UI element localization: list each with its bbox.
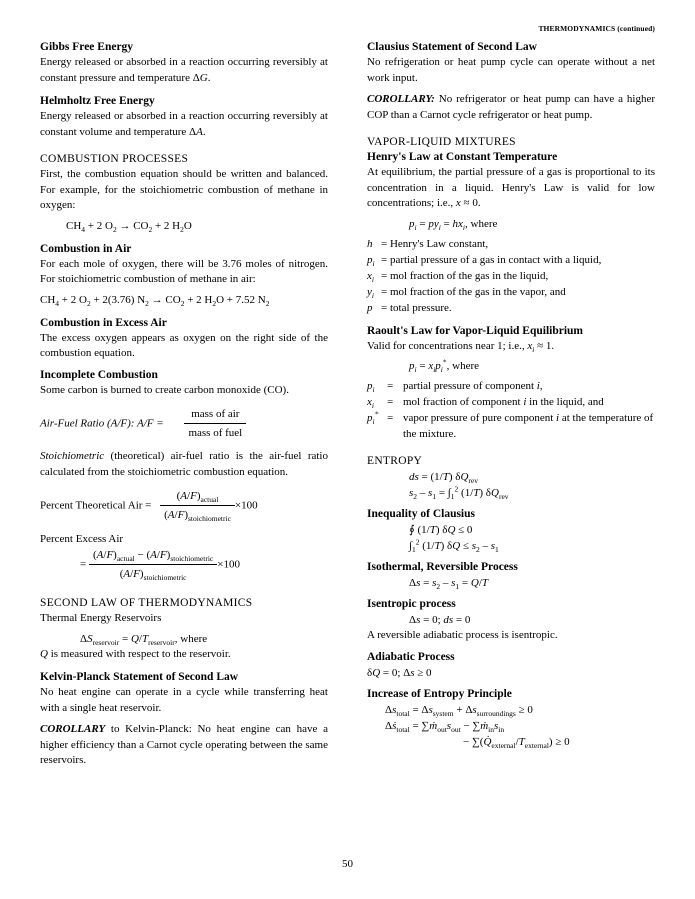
isentropic-heading: Isentropic process xyxy=(367,598,456,610)
gibbs-heading: Gibbs Free Energy xyxy=(40,41,134,53)
def-row: $x_i$ = mol fraction of the gas in the liquid, xyxy=(367,269,549,284)
isentropic-text: A reversible adiabatic process is isentropic. xyxy=(367,629,558,641)
def-row: $x_i$ = mol fraction of component i in the liquid, and xyxy=(367,396,604,411)
left-column xyxy=(40,40,328,769)
isothermal-heading: Isothermal, Reversible Process xyxy=(367,561,518,573)
def-row: $y_i$ = mol fraction of the gas in the vapor, and xyxy=(367,285,566,300)
pta-label: Percent Theoretical Air = xyxy=(40,499,152,512)
adiabatic-heading: Adiabatic Process xyxy=(367,650,455,663)
increase-eq-1: $\Delta s_{total} = \Delta s_{system} + \Delta s_{surroundings} \ge 0$ xyxy=(385,703,533,718)
combustion-air-heading: Combustion in Air xyxy=(40,242,132,255)
henry-definitions xyxy=(367,236,655,316)
afr-numerator: mass of air xyxy=(184,406,246,424)
combustion-text: First, the combustion equation should be written and balanced. For example, for the stoichiometric combustion of methane in oxygen: xyxy=(40,168,328,211)
percent-theoretical-air-equation: Percent Theoretical Air = $\frac{(A/F)_{actual}}{(A/F)_{stoichiometric}}$ ×100 xyxy=(40,490,258,524)
increase-heading: Increase of Entropy Principle xyxy=(367,687,512,700)
helmholtz-text: Energy released or absorbed in a reaction occurring reversibly at constant volume and temperature ΔA. xyxy=(40,110,328,138)
combustion-air-text: For each mole of oxygen, there will be 3.76 moles of nitrogen. For stoichiometric combustion of methane in air: xyxy=(40,257,328,285)
inequality-eq-2: $\int_1^2$ (1/T) $\delta Q \le s_2 - s_1$ xyxy=(409,537,499,555)
second-law-heading: SECOND LAW OF THERMODYNAMICS xyxy=(40,597,253,609)
increase-eq-3: − $\sum(Q̇_{external}/T_{external}) \ge 0$ xyxy=(463,735,570,750)
inequality-eq-1: ∮ (1/T) δQ ≤ 0 xyxy=(409,524,473,536)
excess-air-heading: Combustion in Excess Air xyxy=(40,316,167,329)
combustion-equation: $CH_4 + 2$ $O_2 \to CO_2 + 2$ $H_2O$ xyxy=(66,219,192,234)
reservoir-heading: Thermal Energy Reservoirs xyxy=(40,612,162,624)
helmholtz-heading: Helmholtz Free Energy xyxy=(40,95,155,107)
kelvin-planck-text: No heat engine can operate in a cycle while transferring heat with a single heat reservoir. xyxy=(40,686,328,714)
entropy-eq-1: ds = (1/T) $\delta Q_{rev}$ xyxy=(409,471,478,486)
raoult-definitions xyxy=(367,378,655,442)
def-row: $p_i$ = partial pressure of component i, xyxy=(367,380,543,395)
afr-denominator: mass of fuel xyxy=(188,427,243,439)
percent-excess-air-equation: = $\frac{(A/F)_{actual} - (A/F)_{stoichiometric}}{(A/F)_{stoichiometric}}$ ×100 xyxy=(80,549,240,583)
reservoir-text: Q is measured with respect to the reservoir. xyxy=(40,647,231,660)
clausius-inequality-heading: Inequality of Clausius xyxy=(367,508,476,520)
henry-text: At equilibrium, the partial pressure of a gas is proportional to its concentration in a liquid. Henry's Law is valid for low concentrations; i.e., x ≈ 0. xyxy=(367,166,655,209)
clausius-text: No refrigeration or heat pump cycle can operate without a net work input. xyxy=(367,56,655,84)
incomplete-text: Some carbon is burned to create carbon monoxide (CO). xyxy=(40,383,289,396)
reservoir-equation: $\Delta S_{reservoir} = Q/T_{reservoir}$, where xyxy=(80,632,208,647)
air-fuel-ratio-equation xyxy=(40,406,328,441)
def-row: h = Henry's Law constant, xyxy=(367,237,489,250)
entropy-eq-2: $s_2 - s_1 = \int_1^2$ (1/T) $\delta Q_{rev}$ xyxy=(409,484,509,502)
combustion-heading: COMBUSTION PROCESSES xyxy=(40,153,189,165)
combustion-air-equation: $CH_4 + 2$ $O_2 + 2(3.76) N_2 \to CO_2 + 2$ $H_2O + 7.52$ $N_2$ xyxy=(40,293,270,308)
isentropic-eq: Δs = 0; ds = 0 xyxy=(409,614,471,626)
vle-heading: VAPOR-LIQUID MIXTURES xyxy=(367,136,516,148)
def-row: $p_i$ = partial pressure of a gas in contact with a liquid, xyxy=(367,253,602,268)
raoult-text: Valid for concentrations near 1; i.e., $x_i \approx 1$. xyxy=(367,339,555,354)
incomplete-heading: Incomplete Combustion xyxy=(40,368,158,381)
henry-equation: $p_i = py_i = hx_i$, where xyxy=(409,217,498,232)
entropy-heading: ENTROPY xyxy=(367,455,423,467)
def-row: $p_i^*$ = vapor pressure of pure component i at the temperature of the mixture. xyxy=(367,409,654,440)
clausius-heading: Clausius Statement of Second Law xyxy=(367,41,537,53)
kelvin-planck-corollary: COROLLARY to Kelvin-Planck: No heat engine can have a higher efficiency than a Carnot cycle operating between the same reservoirs. xyxy=(40,723,328,766)
raoult-heading: Raoult's Law for Vapor-Liquid Equilibrium xyxy=(367,324,584,337)
kelvin-planck-heading: Kelvin-Planck Statement of Second Law xyxy=(40,671,239,683)
pea-label: Percent Excess Air xyxy=(40,533,124,545)
right-column xyxy=(367,40,655,750)
isothermal-eq: $\Delta s = s_2 - s_1 = Q/T$ xyxy=(409,577,488,592)
page-number: 50 xyxy=(342,858,353,870)
excess-air-text: The excess oxygen appears as oxygen on the right side of the combustion equation. xyxy=(40,331,328,359)
clausius-corollary: COROLLARY: No refrigerator or heat pump can have a higher COP than a Carnot cycle refrigerator or heat pump. xyxy=(367,93,655,121)
afr-label: Air-Fuel Ratio (A/F): A/F = xyxy=(40,417,164,430)
henry-heading: Henry's Law at Constant Temperature xyxy=(367,151,558,163)
raoult-equation: $p_i = x_ip_i^*$, where xyxy=(409,357,480,375)
gibbs-text: Energy released or absorbed in a reaction occurring reversibly at constant pressure and temperature ΔG. xyxy=(40,56,328,84)
increase-eq-2: Δṡ$_{total}$ = $\sum ṁ_{out}s_{out}$ − $\sum ṁ_{in}s_{in}$ xyxy=(385,719,505,734)
stoich-text: Stoichiometric (theoretical) air-fuel ratio is the air-fuel ratio calculated from the stoichiometric combustion equation. xyxy=(40,450,328,478)
def-row: p = total pressure. xyxy=(367,301,452,314)
adiabatic-eq: δQ = 0; Δs ≥ 0 xyxy=(367,666,432,679)
running-header: THERMODYNAMICS (continued) xyxy=(538,24,655,33)
